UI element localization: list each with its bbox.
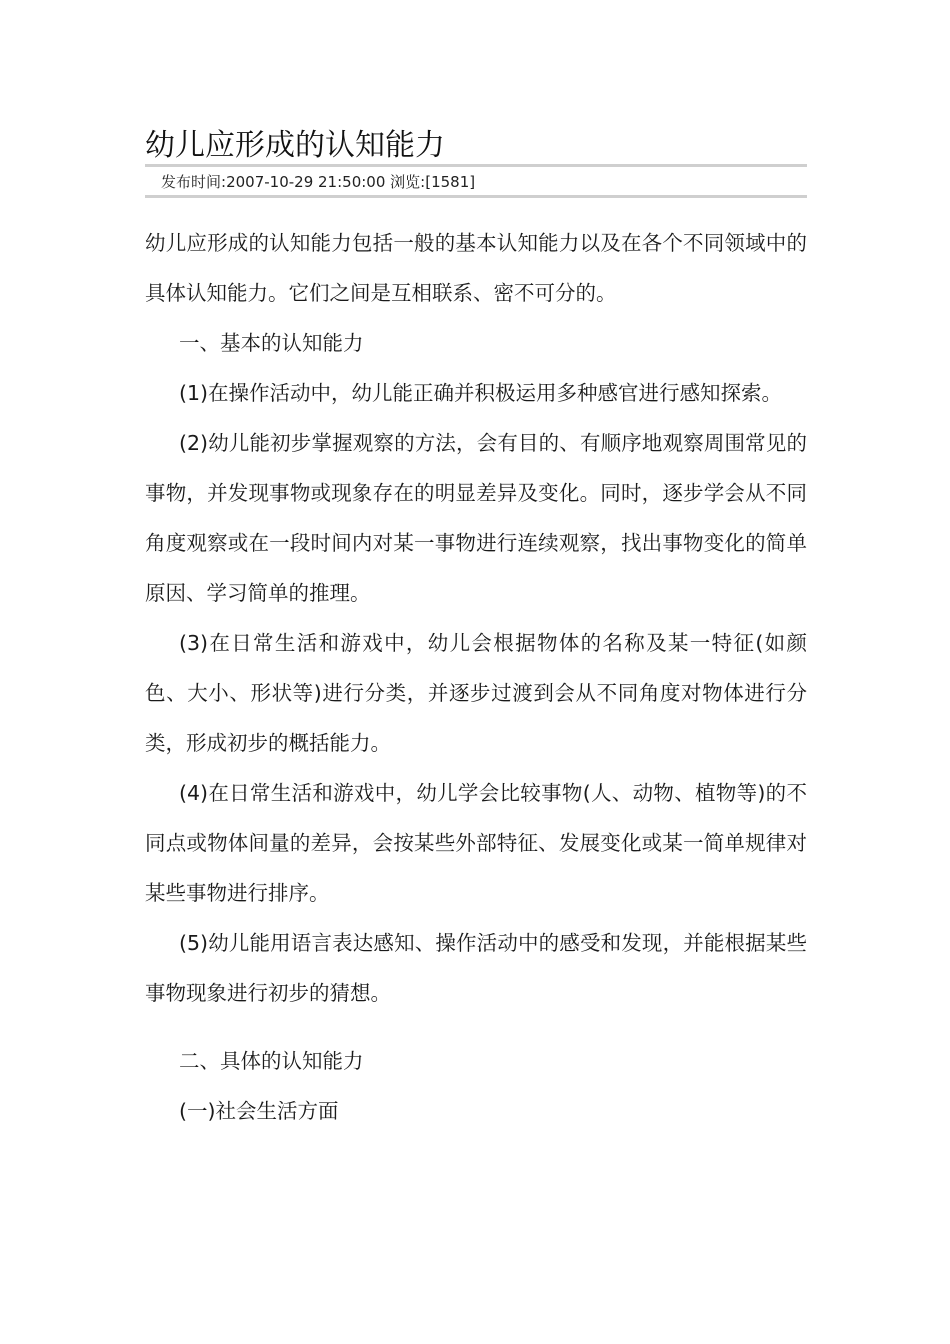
publish-label: 发布时间: xyxy=(161,173,227,191)
views-label: 浏览: xyxy=(390,173,426,191)
paragraph-item-1: (1)在操作活动中，幼儿能正确并积极运用多种感官进行感知探索。 xyxy=(179,381,783,405)
views-count: [1581] xyxy=(425,173,476,191)
paragraph-item-3: (3)在日常生活和游戏中，幼儿会根据物体的名称及某一特征(如颜色、大小、形状等)进行分类，并逐步过渡到会从不同角度对物体进行分类，形成初步的概括能力。 xyxy=(145,631,807,755)
article-page xyxy=(145,0,807,1344)
paragraph-item-5: (5)幼儿能用语言表达感知、操作活动中的感受和发现，并能根据某些事物现象进行初步的猜想。 xyxy=(145,931,807,1005)
article-meta-bar xyxy=(145,164,807,198)
article-title: 幼儿应形成的认知能力 xyxy=(145,128,445,164)
section-heading-basic: 一、基本的认知能力 xyxy=(179,331,364,355)
paragraph-item-4: (4)在日常生活和游戏中，幼儿学会比较事物(人、动物、植物等)的不同点或物体间量的差异，会按某些外部特征、发展变化或某一简单规律对某些事物进行排序。 xyxy=(145,781,807,905)
paragraph-item-2: (2)幼儿能初步掌握观察的方法，会有目的、有顺序地观察周围常见的事物，并发现事物或现象存在的明显差异及变化。同时，逐步学会从不同角度观察或在一段时间内对某一事物进行连续观察，找出事物变化的简单原因、学习简单的推理。 xyxy=(145,431,807,605)
publish-time: 2007-10-29 21:50:00 xyxy=(226,173,386,191)
subsection-heading-social: (一)社会生活方面 xyxy=(179,1099,339,1123)
section-heading-specific: 二、具体的认知能力 xyxy=(179,1049,364,1073)
intro-paragraph: 幼儿应形成的认知能力包括一般的基本认知能力以及在各个不同领域中的具体认知能力。它们之间是互相联系、密不可分的。 xyxy=(145,231,807,305)
article-body xyxy=(145,218,807,1136)
article-meta xyxy=(161,171,475,193)
